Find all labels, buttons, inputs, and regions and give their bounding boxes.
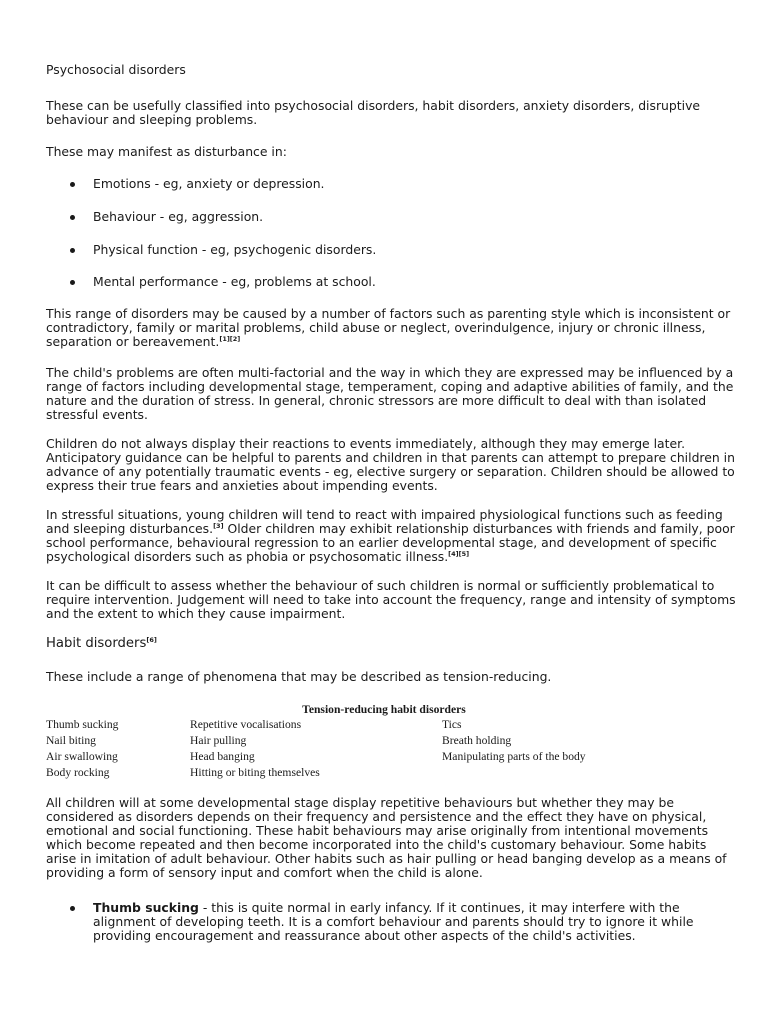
- bullet-icon: [70, 182, 75, 187]
- table-cell: Hitting or biting themselves: [190, 766, 320, 779]
- table-cell: Hair pulling: [190, 734, 247, 747]
- bullet-icon: [70, 280, 75, 285]
- list-item-text: Behaviour - eg, aggression.: [93, 209, 264, 224]
- table-cell: Breath holding: [442, 734, 512, 747]
- paragraph-multifactorial: The child's problems are often multi-factorial and the way in which they are expressed may be influenced by a range of factors including developmental stage, temperament, coping and adaptive abilities of family, and the nature and the duration of stress. In general, chronic stressors are more difficult to deal with than isolated stressful events.: [46, 365, 734, 422]
- table-cell: Thumb sucking: [46, 718, 119, 731]
- table-cell: Nail biting: [46, 734, 96, 747]
- table-cell: Repetitive vocalisations: [190, 718, 302, 731]
- reference-link[interactable]: [6]: [146, 636, 157, 644]
- list-item-text: Emotions - eg, anxiety or depression.: [93, 176, 325, 191]
- paragraph-repetitive-behaviours: All children will at some developmental stage display repetitive behaviours but whether they may be considered as disorders depends on their frequency and persistence and the effect they have on physical, emotional and social functioning. These habit behaviours may arise originally from intentional movements which become repeated and then become incorporated into the child's customary behaviour. Some habits arise in imitation of adult behaviour. Other habits such as hair pulling or head banging develop as a means of providing a form of sensory input and comfort when the child is alone.: [46, 795, 727, 880]
- table-cell: Head banging: [190, 750, 255, 763]
- list-item-text: Mental performance - eg, problems at school.: [93, 274, 376, 289]
- term-thumb-sucking: Thumb sucking: [93, 900, 199, 915]
- bullet-icon: [70, 906, 75, 911]
- table-cell: Tics: [442, 718, 462, 731]
- paragraph-stressful-situations: [46, 508, 736, 564]
- reference-link[interactable]: [1][2]: [219, 335, 241, 343]
- paragraph-text: In stressful situations, young children will tend to react with impaired physiological functions such as feeding and sleeping disturbances.: [46, 507, 723, 536]
- paragraph-classification: These can be usefully classified into psychosocial disorders, habit disorders, anxiety disorders, disruptive behaviour and sleeping problems.: [46, 98, 701, 127]
- list-item-description: - this is quite normal in early infancy. If it continues, it may interfere with the alignment of developing teeth. It is a comfort behaviour and parents should try to ignore it while providing encouragement and reassurance about other aspects of the child's activities.: [93, 900, 694, 943]
- table-cell: Body rocking: [46, 766, 110, 779]
- reference-link[interactable]: [4][5]: [448, 550, 470, 558]
- paragraph-text: Older children may exhibit relationship disturbances with friends and family, poor school performance, behavioural regression to an earlier developmental stage, and development of specific psychological disorders such as phobia or psychosomatic illness.: [46, 521, 735, 564]
- paragraph-anticipatory-guidance: Children do not always display their reactions to events immediately, although they may emerge later. Anticipatory guidance can be helpful to parents and children in that parents can attempt to prepare children in advance of any potentially traumatic events - eg, elective surgery or separation. Children should be allowed to express their true fears and anxieties about impending events.: [46, 436, 735, 493]
- table-caption: Tension-reducing habit disorders: [302, 703, 466, 716]
- bullet-icon: [70, 248, 75, 253]
- paragraph-tension-reducing: These include a range of phenomena that may be described as tension-reducing.: [46, 669, 552, 684]
- list-item-text: [93, 901, 733, 943]
- paragraph-causes: [46, 307, 736, 349]
- paragraph-assessment: It can be difficult to assess whether the behaviour of such children is normal or sufficiently problematical to require intervention. Judgement will need to take into account the frequency, range and intensity of symptoms and the extent to which they cause impairment.: [46, 578, 736, 621]
- list-item-text: Physical function - eg, psychogenic disorders.: [93, 242, 377, 257]
- heading-text: Habit disorders: [46, 636, 147, 651]
- heading-psychosocial-disorders: Psychosocial disorders: [46, 62, 186, 77]
- heading-habit-disorders: [46, 637, 736, 651]
- paragraph-text: This range of disorders may be caused by a number of factors such as parenting style which is inconsistent or contradictory, family or marital problems, child abuse or neglect, overindulgence, injury or chronic illness, separation or bereavement.: [46, 306, 731, 349]
- bullet-icon: [70, 215, 75, 220]
- table-cell: Manipulating parts of the body: [442, 750, 586, 763]
- paragraph-manifest: These may manifest as disturbance in:: [46, 144, 287, 159]
- reference-link[interactable]: [3]: [213, 522, 224, 530]
- table-cell: Air swallowing: [46, 750, 118, 763]
